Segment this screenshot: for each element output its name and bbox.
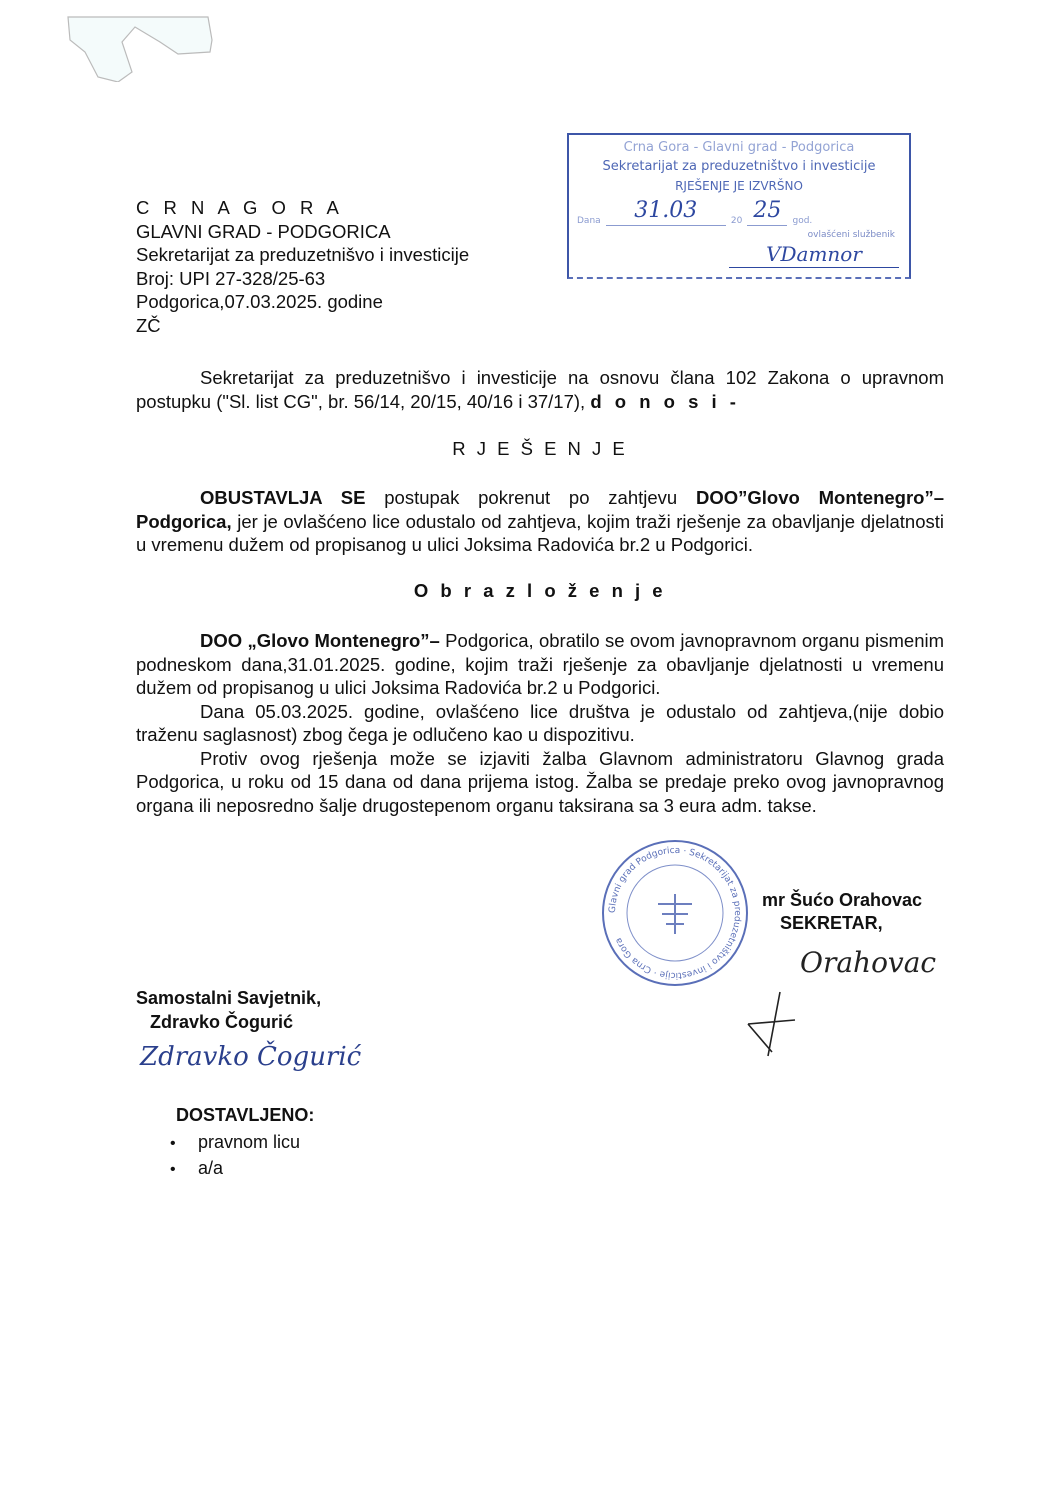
stamp-line-2: Sekretarijat za preduzetništvo i investicije	[602, 159, 876, 174]
reasoning-company: DOO „Glovo Montenegro”–	[200, 630, 440, 651]
header-number: Broj: UPI 27-328/25-63	[136, 267, 326, 289]
signatory-signature: Orahovac	[800, 946, 937, 979]
intro-text: Sekretarijat za preduzetnišvo i investicije na osnovu člana 102 Zakona o upravnom postupku ("Sl. list CG", br. 56/14, 20/15, 40/16 i 37/17),	[136, 367, 944, 412]
advisor-signature: Zdravko Čogurić	[140, 1042, 362, 1072]
reasoning-title: O b r a z l o ž e n j e	[413, 580, 667, 601]
scan-artifact	[60, 12, 230, 82]
signatory-name: mr Šućo Orahovac	[762, 890, 923, 910]
official-seal	[600, 838, 750, 988]
reasoning-text-3: Protiv ovog rješenja može se izjaviti žalba Glavnom administratoru Glavnog grada Podgorica, u roku od 15 dana od dana prijema istog. Žalba se predaje preko ovog javnopravnog organa ili neposredno šalje drugostepenom organu taksirana sa 3 eura adm. takse.	[136, 747, 944, 816]
stamp-year-prefix: 20	[730, 216, 743, 226]
reasoning-block	[136, 629, 944, 817]
delivered-label: DOSTAVLJENO:	[176, 1105, 315, 1125]
header-initials: ZČ	[136, 314, 161, 336]
advisor-title: Samostalni Savjetnik,	[136, 988, 322, 1008]
reasoning-paragraph-3	[136, 747, 944, 818]
reasoning-paragraph-1	[136, 629, 944, 700]
signatory-block	[762, 889, 922, 935]
delivered-list	[170, 1130, 300, 1182]
enforceability-stamp	[567, 133, 911, 279]
intro-decides: d o n o s i -	[590, 390, 740, 412]
signatory-role: SEKRETAR,	[780, 913, 883, 933]
stamp-year-suffix: god.	[792, 216, 813, 226]
stamp-line-1: Crna Gora - Glavni grad - Podgorica	[623, 140, 855, 155]
delivered-item: • a/a	[170, 1156, 300, 1182]
advisor-name: Zdravko Čogurić	[150, 1012, 294, 1032]
stamp-official-label: ovlašćeni službenik	[807, 230, 895, 240]
decision-company: DOO”Glovo Montenegro”– Podgorica,	[136, 487, 944, 532]
delivered-item: • pravnom licu	[170, 1130, 300, 1156]
reasoning-text-2: Dana 05.03.2025. godine, ovlašćeno lice društva je odustalo od zahtjeva,(nije dobio traženu saglasnost) zbog čega je odlučeno kao u dispozitivu.	[136, 700, 944, 745]
intro-paragraph	[136, 366, 944, 413]
reasoning-text-1: Podgorica, obratilo se ovom javnopravnom organu pismenim podneskom dana,31.01.2025. godine, kojim traži rješenje za obavljanje djelatnosti u vremenu dužem od propisanog u ulici Joksima Radovića br.2 u Podgorici.	[136, 630, 945, 698]
stamp-year-value: 25	[747, 197, 787, 226]
decision-title: R J E Š E N J E	[452, 438, 628, 459]
stamp-date-row	[577, 197, 901, 227]
decision-lead: OBUSTAVLJA SE	[200, 487, 366, 508]
decision-paragraph	[136, 486, 944, 557]
reasoning-paragraph-2	[136, 700, 944, 747]
stamp-official-signature: VDamnor	[729, 241, 899, 268]
decision-text-2: jer je ovlašćeno lice odustalo od zahtjeva, kojim traži rješenje za obavljanje djelatnosti u vremenu dužem od propisanog u ulici Joksima Radovića br.2 u Podgorici.	[136, 510, 944, 555]
document-header	[136, 196, 469, 338]
header-place-date: Podgorica,07.03.2025. godine	[136, 291, 383, 313]
header-city: GLAVNI GRAD - PODGORICA	[136, 220, 391, 242]
signature-stroke	[740, 990, 800, 1060]
header-country: C R N A G O R A	[136, 197, 344, 218]
header-department: Sekretarijat za preduzetnišvo i investicije	[136, 244, 470, 266]
decision-text-1: postupak pokrenut po zahtjevu	[365, 487, 696, 508]
stamp-line-3: RJEŠENJE JE IZVRŠNO	[675, 179, 803, 193]
stamp-date-value: 31.03	[606, 197, 726, 226]
stamp-date-label: Dana	[577, 216, 601, 226]
advisor-block	[136, 986, 321, 1034]
seal-text: Glavni grad Podgorica · Sekretarijat za preduzetništvo i investicije · Crna Gora	[607, 845, 743, 981]
